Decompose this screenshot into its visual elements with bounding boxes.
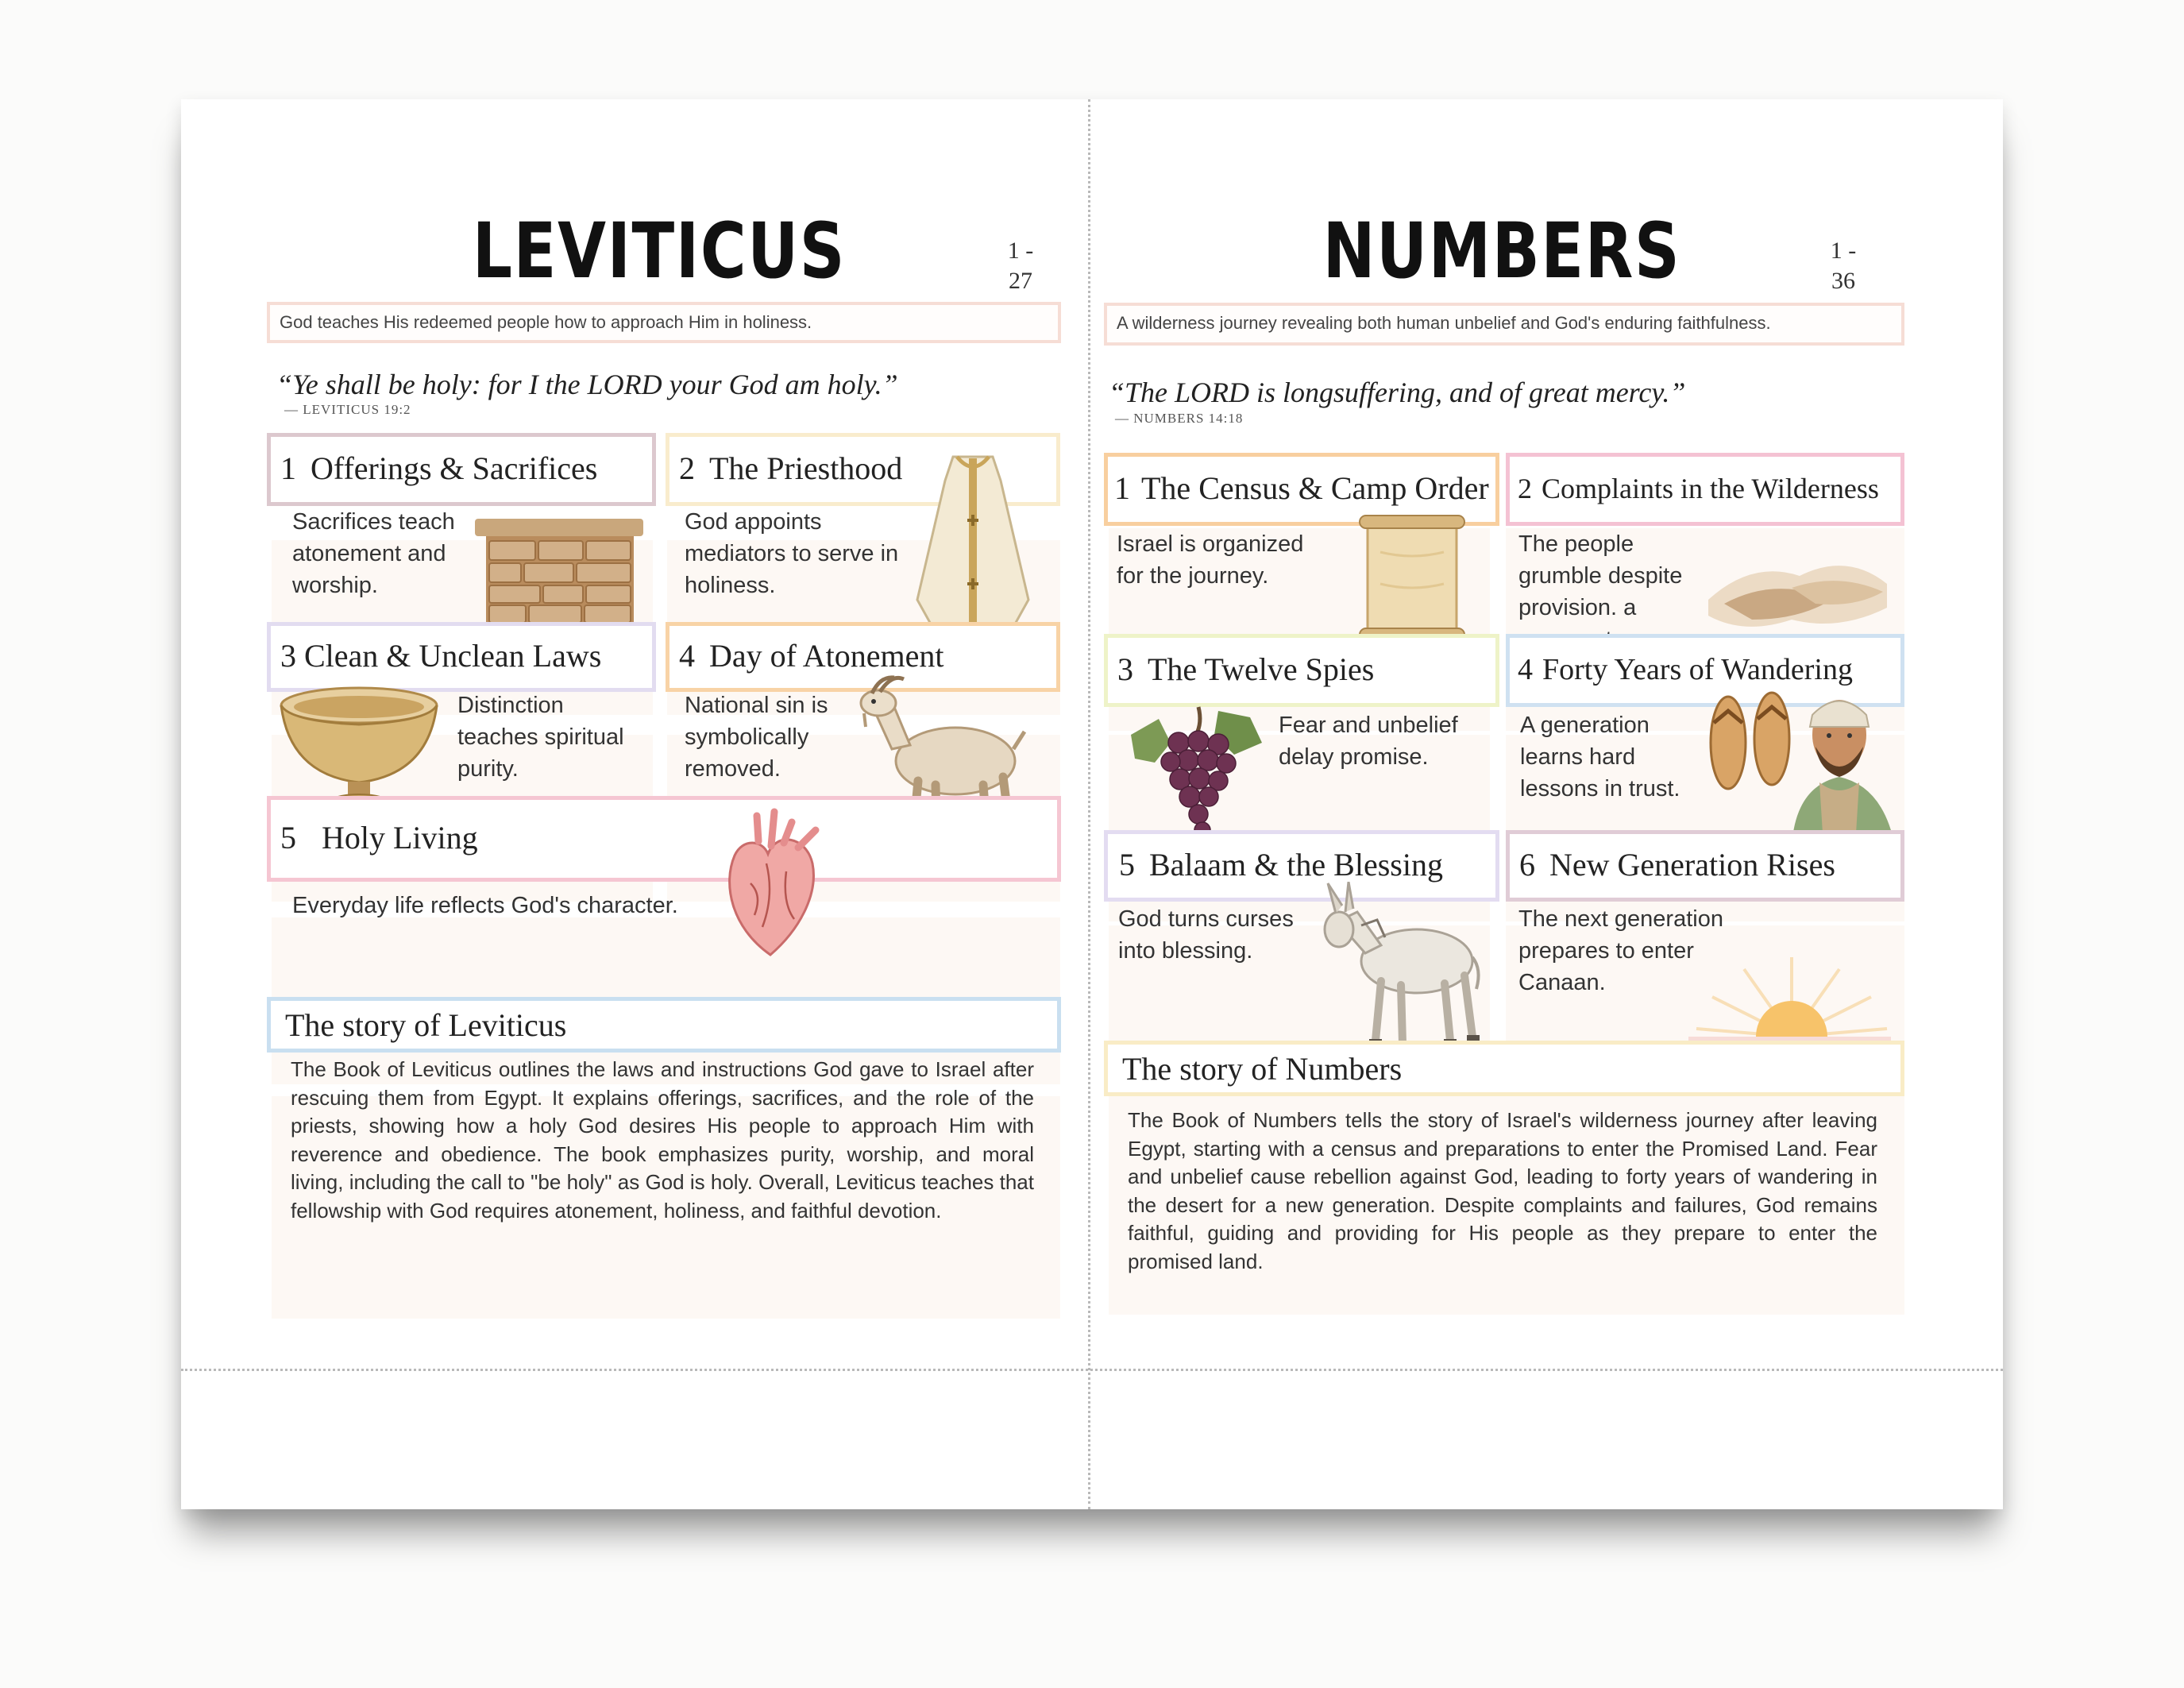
section-description: Distinction teaches spiritual purity. (457, 693, 624, 782)
page-title: NUMBERS (1322, 207, 1681, 295)
section-description: National sin is symbolically removed. (685, 693, 828, 782)
grapes-icon (1123, 703, 1278, 842)
section-description: A generation learns hard lessons in trust. (1520, 713, 1680, 802)
priest-robe-icon (913, 449, 1032, 643)
donkey-icon (1314, 882, 1484, 1053)
story-heading: The story of Leviticus (267, 997, 1061, 1053)
section-description: The people grumble despite provision. a (1518, 531, 1683, 620)
section-description: God turns curses into blessing. (1118, 906, 1294, 964)
stone-altar-icon (469, 514, 647, 629)
section-header: 2 The Priesthood (666, 433, 1060, 506)
verse-reference: — LEVITICUS 19:2 (284, 402, 411, 417)
verse-reference: — NUMBERS 14:18 (1115, 411, 1244, 426)
section-description: Israel is organized for the journey. (1117, 531, 1304, 589)
section-description: Sacrifices teach atonement and worship. (292, 509, 455, 598)
section-header: 3 The Twelve Spies (1104, 634, 1499, 707)
wanderer-man-icon (1780, 683, 1899, 846)
section-header: 1 The Census & Camp Order (1104, 453, 1499, 526)
section-header: 3 Clean & Unclean Laws (267, 622, 656, 692)
section-header: 5 Balaam & the Blessing (1104, 830, 1499, 902)
key-verse: “Ye shall be holy: for I the LORD your God am holy.” (276, 369, 898, 400)
section-header: 5 Holy Living (267, 796, 1061, 882)
story-text: The Book of Leviticus outlines the laws and instructions God gave to Israel after rescuing them from Egypt. It explains offerings, sacrifices, and the role of the priests, showing how a holy God desires His people to approach Him with reverence and obedience. The book emphasizes purity, worship, and moral living, including the call to "be holy" as God is holy. Overall, Leviticus teaches that fellowship with God requires atonement, holiness, and faithful devotion. (291, 1057, 1034, 1223)
section-header: 6 New Generation Rises (1506, 830, 1904, 902)
horizontal-fold-line (181, 1369, 2003, 1371)
story-text: The Book of Numbers tells the story of Israel's wilderness journey after leaving Egypt, starting with a census and preparations to enter the Promised Land. Fear and unbelief cause rebellion against God, leading to forty years of wandering in the desert for a new generation. Despite complaints and failures, God remains faithful, guiding and providing for His people as they prepare to enter the promised land. (1128, 1108, 1877, 1273)
numbers-page (1101, 99, 1919, 1323)
section-description: Everyday life reflects God's character. (292, 893, 678, 918)
leviticus-page (262, 99, 1080, 1323)
section-description: Fear and unbelief delay promise. (1279, 713, 1458, 770)
tagline: God teaches His redeemed people how to approach Him in holiness. (267, 302, 1061, 343)
section-header: 2 Complaints in the Wilderness (1506, 453, 1904, 526)
chapter-range: 1 - 36 (1830, 238, 1857, 294)
section-header: 4 Forty Years of Wandering (1506, 634, 1904, 707)
section-description: The next generation prepares to enter Canaan. (1518, 906, 1723, 995)
section-header: 4 Day of Atonement (666, 622, 1060, 692)
section-description: God appoints mediators to serve in holiness. (685, 509, 899, 598)
heart-icon (719, 808, 826, 963)
tagline: A wilderness journey revealing both human unbelief and God's enduring faithfulness. (1104, 303, 1904, 346)
vertical-fold-line (1088, 99, 1090, 1509)
scroll-icon (1356, 512, 1468, 643)
section-header: 1 Offerings & Sacrifices (267, 433, 656, 506)
desert-dunes-icon (1704, 544, 1891, 639)
page-title: LEVITICUS (472, 207, 847, 295)
key-verse: “The LORD is longsuffering, and of great mercy.” (1109, 377, 1686, 408)
story-heading: The story of Numbers (1104, 1041, 1904, 1096)
chapter-range: 1 - 27 (1007, 238, 1034, 294)
